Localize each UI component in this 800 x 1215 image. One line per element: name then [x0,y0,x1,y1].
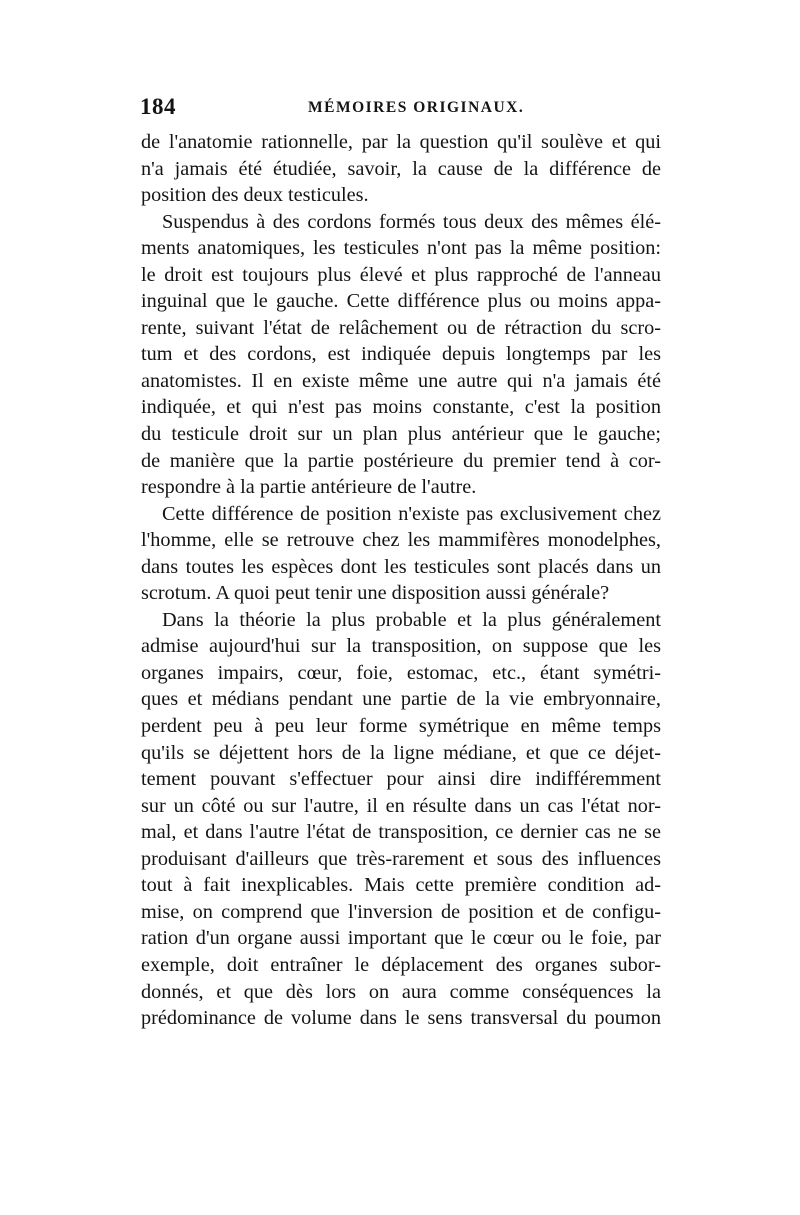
running-head [140,94,662,124]
text-line: scrotum. A quoi peut tenir une disposition aussi générale? [141,582,610,605]
text-line: sur un côté ou sur l'autre, il en résulte dans un cas l'état nor- [141,794,661,817]
text-line: qu'ils se déjettent hors de la ligne médiane, et que ce déjet- [141,741,661,764]
text-line: organes impairs, cœur, foie, estomac, etc., étant symétri- [141,661,661,684]
text-line: indiquée, et qui n'est pas moins constante, c'est la position [141,396,661,419]
text-line: position des deux testicules. [141,184,369,207]
page-number: 184 [140,94,176,119]
text-line: inguinal que le gauche. Cette différence plus ou moins appa- [141,290,661,313]
text-line: exemple, doit entraîner le déplacement des organes subor- [141,953,661,976]
running-title: MÉMOIRES ORIGINAUX. [308,99,525,116]
body-text [141,129,661,1032]
text-line: admise aujourd'hui sur la transposition, on suppose que les [141,635,661,658]
text-line: produisant d'ailleurs que très-rarement et sous des influences [141,847,661,870]
text-line: mise, on comprend que l'inversion de position et de configu- [141,900,661,923]
text-line: prédominance de volume dans le sens transversal du poumon [141,1007,661,1030]
text-line: anatomistes. Il en existe même une autre qui n'a jamais été [141,369,661,392]
paragraph-start-line: Suspendus à des cordons formés tous deux des mêmes élé- [162,210,661,233]
paragraph-start-line: Dans la théorie la plus probable et la plus généralement [162,608,661,631]
text-line: le droit est toujours plus élevé et plus rapproché de l'anneau [141,263,661,286]
text-line: ration d'un organe aussi important que le cœur ou le foie, par [141,927,661,950]
text-line: ques et médians pendant une partie de la vie embryonnaire, [141,688,661,711]
text-line: du testicule droit sur un plan plus antérieur que le gauche; [141,423,661,446]
text-line: de l'anatomie rationnelle, par la question qu'il soulève et qui [141,131,661,153]
text-line: n'a jamais été étudiée, savoir, la cause de la différence de [141,157,661,180]
text-line: ments anatomiques, les testicules n'ont pas la même position: [141,237,661,260]
paragraph-start-line: Cette différence de position n'existe pas exclusivement chez [162,502,661,525]
text-line: perdent peu à peu leur forme symétrique en même temps [141,715,661,738]
text-line: dans toutes les espèces dont les testicules sont placés dans un [141,555,661,578]
text-line: tement pouvant s'effectuer pour ainsi dire indifféremment [141,768,661,791]
text-line: respondre à la partie antérieure de l'autre. [141,476,477,499]
text-line: donnés, et que dès lors on aura comme conséquences la [141,980,661,1003]
text-line: tout à fait inexplicables. Mais cette première condition ad- [141,874,661,897]
text-line: mal, et dans l'autre l'état de transposition, ce dernier cas ne se [141,821,661,844]
text-line: de manière que la partie postérieure du premier tend à cor- [141,449,661,472]
text-line: l'homme, elle se retrouve chez les mammifères monodelphes, [141,529,661,552]
text-line: rente, suivant l'état de relâchement ou de rétraction du scro- [141,316,661,339]
text-line: tum et des cordons, est indiquée depuis longtemps par les [141,343,661,366]
